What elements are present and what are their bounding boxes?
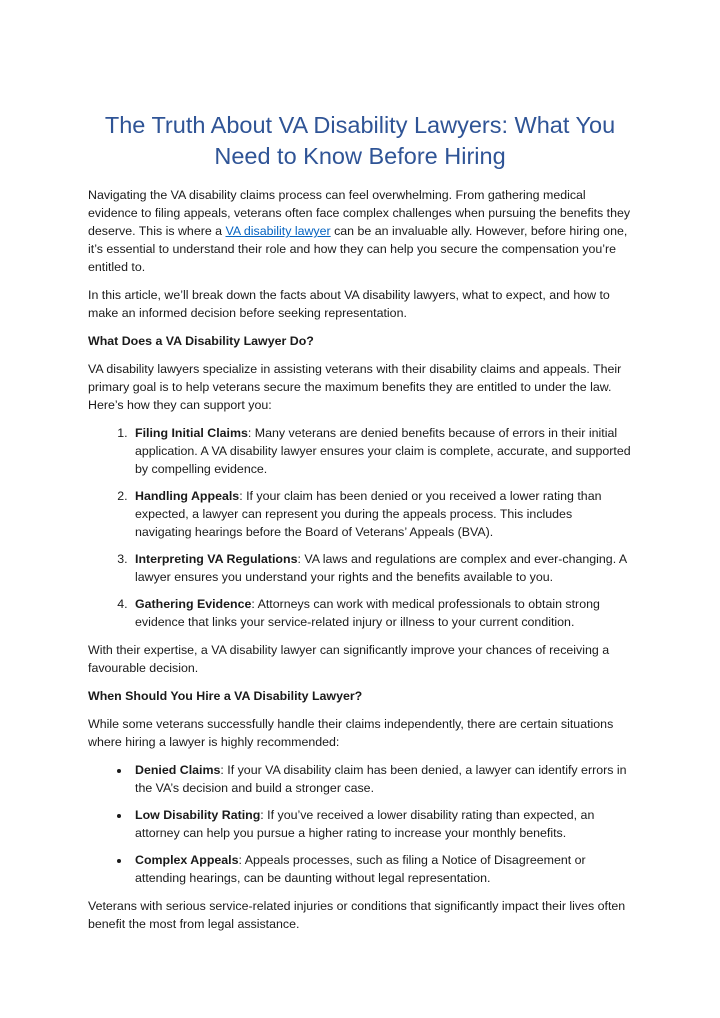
list-item-text: : If your claim has been denied or you received a lower rating than expected, a lawyer can represent you during the appeals process. This includes navigating hearings before the Board of Veterans’ Appeals (BVA). bbox=[135, 489, 602, 539]
list-item bbox=[131, 550, 632, 586]
list-item bbox=[131, 424, 632, 478]
intro-paragraph bbox=[88, 186, 632, 276]
intro-paragraph-2: In this article, we’ll break down the facts about VA disability lawyers, what to expect, and how to make an informed decision before seeking representation. bbox=[88, 288, 610, 320]
intro-text-before-link: Navigating the VA disability claims process can feel overwhelming. From gathering medical evidence to filing appeals, veterans often face complex challenges when pursuing the benefits they deserve. This is where a bbox=[88, 188, 631, 238]
section2-paragraph: While some veterans successfully handle their claims independently, there are certain situations where hiring a lawyer is highly recommended: bbox=[88, 717, 614, 749]
list-item-text: : Appeals processes, such as filing a Notice of Disagreement or attending hearings, can be daunting without legal representation. bbox=[135, 853, 586, 885]
section1-heading: What Does a VA Disability Lawyer Do? bbox=[88, 334, 314, 348]
list-item bbox=[131, 851, 632, 887]
section1-closing: With their expertise, a VA disability lawyer can significantly improve your chances of receiving a favourable decision. bbox=[88, 643, 610, 675]
list-item-term: Denied Claims bbox=[135, 763, 221, 777]
list-item-term: Handling Appeals bbox=[135, 489, 240, 503]
list-item-text: : If your VA disability claim has been denied, a lawyer can identify errors in the VA’s decision and build a stronger case. bbox=[135, 763, 627, 795]
services-list bbox=[88, 424, 632, 631]
section2-heading: When Should You Hire a VA Disability Lawyer? bbox=[88, 689, 363, 703]
list-item-term: Complex Appeals bbox=[135, 853, 239, 867]
list-item-term: Low Disability Rating bbox=[135, 808, 261, 822]
list-item-term: Gathering Evidence bbox=[135, 597, 252, 611]
page-title: The Truth About VA Disability Lawyers: What You Need to Know Before Hiring bbox=[104, 112, 616, 169]
list-item-text: : VA laws and regulations are complex and ever-changing. A lawyer ensures you understand your rights and the benefits available to you. bbox=[135, 552, 627, 584]
section2-closing: Veterans with serious service-related injuries or conditions that significantly impact their lives often benefit the most from legal assistance. bbox=[88, 899, 626, 931]
intro-text-after-link: can be an invaluable ally. However, before hiring one, it’s essential to understand their role and how they can help you secure the compensation you’re entitled to. bbox=[88, 224, 628, 274]
list-item-text: : If you’ve received a lower disability rating than expected, an attorney can help you pursue a higher rating to increase your monthly benefits. bbox=[135, 808, 595, 840]
list-item-term: Interpreting VA Regulations bbox=[135, 552, 298, 566]
list-item-text: : Many veterans are denied benefits because of errors in their initial application. A VA disability lawyer ensures your claim is complete, accurate, and supported by compelling evidence. bbox=[135, 426, 631, 476]
list-item bbox=[131, 761, 632, 797]
va-disability-lawyer-link[interactable]: VA disability lawyer bbox=[225, 224, 331, 238]
list-item-term: Filing Initial Claims bbox=[135, 426, 248, 440]
list-item-text: : Attorneys can work with medical professionals to obtain strong evidence that links your service-related injury or illness to your current condition. bbox=[135, 597, 600, 629]
list-item bbox=[131, 487, 632, 541]
section1-paragraph: VA disability lawyers specialize in assisting veterans with their disability claims and appeals. Their primary goal is to help veterans secure the maximum benefits they are entitled to under the law. Here’s how they can support you: bbox=[88, 362, 622, 412]
list-item bbox=[131, 595, 632, 631]
list-item bbox=[131, 806, 632, 842]
situations-list bbox=[88, 761, 632, 887]
